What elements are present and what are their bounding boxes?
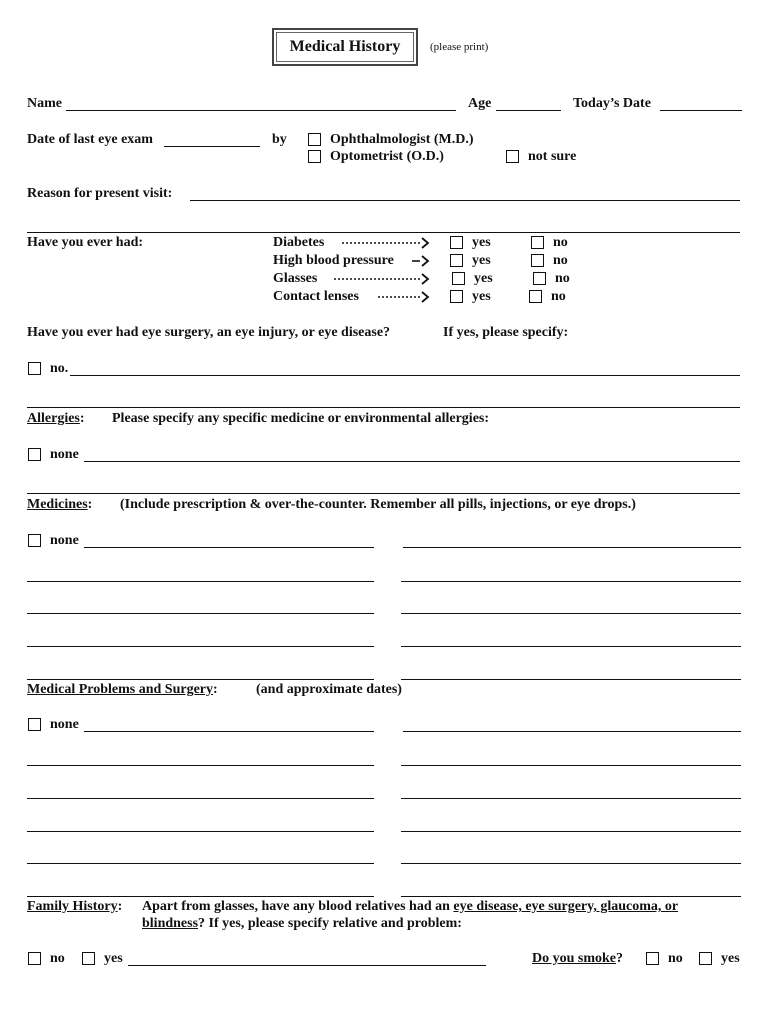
allergies-field[interactable] bbox=[84, 460, 740, 462]
condition-glasses: Glasses bbox=[273, 271, 318, 286]
glasses-no-checkbox[interactable] bbox=[533, 272, 546, 285]
yes-label: yes bbox=[472, 253, 491, 268]
medicines-text: (Include prescription & over-the-counter. Remember all pills, injections, or eye drops.) bbox=[120, 497, 636, 512]
allergies-none-label: none bbox=[50, 447, 79, 462]
glasses-yes-checkbox[interactable] bbox=[452, 272, 465, 285]
surgery-field[interactable] bbox=[70, 374, 740, 376]
todays-date-label: Today’s Date bbox=[573, 96, 651, 111]
no-label: no bbox=[551, 289, 566, 304]
problems-text: (and approximate dates) bbox=[256, 682, 402, 697]
condition-high-blood-pressure: High blood pressure bbox=[273, 253, 394, 268]
medicines-field[interactable] bbox=[401, 580, 741, 582]
smoke-yes-label: yes bbox=[721, 951, 740, 966]
optometrist-label: Optometrist (O.D.) bbox=[330, 149, 444, 164]
family-heading: Family History: bbox=[27, 899, 123, 914]
family-no-label: no bbox=[50, 951, 65, 966]
last-exam-label: Date of last eye exam bbox=[27, 132, 153, 147]
problems-field[interactable] bbox=[401, 830, 741, 832]
condition-contact-lenses: Contact lenses bbox=[273, 289, 359, 304]
surgery-field-line-2[interactable] bbox=[27, 406, 740, 408]
arrow-icon bbox=[422, 256, 428, 266]
last-exam-field[interactable] bbox=[164, 145, 260, 147]
allergies-none-checkbox[interactable] bbox=[28, 448, 41, 461]
please-print-note: (please print) bbox=[430, 41, 489, 53]
surgery-question: Have you ever had eye surgery, an eye injury, or eye disease? bbox=[27, 325, 391, 340]
ophthalmologist-checkbox[interactable] bbox=[308, 133, 321, 146]
smoke-no-checkbox[interactable] bbox=[646, 952, 659, 965]
ophthalmologist-label: Ophthalmologist (M.D.) bbox=[330, 132, 474, 147]
diabetes-yes-checkbox[interactable] bbox=[450, 236, 463, 249]
no-label: no bbox=[553, 253, 568, 268]
problems-field[interactable] bbox=[27, 862, 374, 864]
problems-field[interactable] bbox=[27, 764, 374, 766]
by-label: by bbox=[272, 132, 287, 147]
title-box bbox=[272, 28, 418, 66]
problems-field[interactable] bbox=[27, 895, 374, 897]
age-field[interactable] bbox=[496, 109, 561, 111]
yes-label: yes bbox=[472, 289, 491, 304]
problems-field[interactable] bbox=[84, 730, 374, 732]
problems-field[interactable] bbox=[27, 830, 374, 832]
form-title: Medical History bbox=[289, 38, 401, 55]
problems-none-checkbox[interactable] bbox=[28, 718, 41, 731]
allergies-field-line-2[interactable] bbox=[27, 492, 740, 494]
problems-field[interactable] bbox=[27, 797, 374, 799]
medicines-heading: Medicines: bbox=[27, 497, 93, 512]
problems-field[interactable] bbox=[401, 797, 741, 799]
arrow-icon bbox=[422, 238, 428, 248]
problems-field[interactable] bbox=[401, 764, 741, 766]
smoke-no-label: no bbox=[668, 951, 683, 966]
medicines-none-checkbox[interactable] bbox=[28, 534, 41, 547]
diabetes-no-checkbox[interactable] bbox=[531, 236, 544, 249]
family-text-line-2: blindness? If yes, please specify relative and problem: bbox=[142, 916, 462, 931]
surgery-no-checkbox[interactable] bbox=[28, 362, 41, 375]
medicines-none-label: none bbox=[50, 533, 79, 548]
family-field[interactable] bbox=[128, 964, 486, 966]
hbp-no-checkbox[interactable] bbox=[531, 254, 544, 267]
no-label: no bbox=[555, 271, 570, 286]
arrows-graphic bbox=[330, 236, 435, 306]
not-sure-label: not sure bbox=[528, 149, 577, 164]
hbp-yes-checkbox[interactable] bbox=[450, 254, 463, 267]
yes-label: yes bbox=[472, 235, 491, 250]
family-yes-label: yes bbox=[104, 951, 123, 966]
problems-heading: Medical Problems and Surgery: bbox=[27, 682, 218, 697]
medicines-field[interactable] bbox=[401, 678, 741, 680]
not-sure-checkbox[interactable] bbox=[506, 150, 519, 163]
medicines-field[interactable] bbox=[27, 678, 374, 680]
no-label: no bbox=[553, 235, 568, 250]
family-no-checkbox[interactable] bbox=[28, 952, 41, 965]
reason-label: Reason for present visit: bbox=[27, 186, 173, 201]
medicines-field[interactable] bbox=[401, 612, 741, 614]
todays-date-field[interactable] bbox=[660, 109, 742, 111]
allergies-text: Please specify any specific medicine or environmental allergies: bbox=[112, 411, 490, 426]
problems-field[interactable] bbox=[401, 862, 741, 864]
optometrist-checkbox[interactable] bbox=[308, 150, 321, 163]
arrow-icon bbox=[422, 292, 428, 302]
allergies-heading: Allergies: bbox=[27, 411, 85, 426]
problems-field[interactable] bbox=[403, 730, 741, 732]
smoke-question: Do you smoke? bbox=[532, 951, 624, 966]
problems-field[interactable] bbox=[401, 895, 741, 897]
medicines-field[interactable] bbox=[403, 546, 741, 548]
name-field[interactable] bbox=[66, 109, 456, 111]
age-label: Age bbox=[468, 96, 492, 111]
arrow-icon bbox=[422, 274, 428, 284]
family-text-line-1: Apart from glasses, have any blood relatives had an eye disease, eye surgery, glaucoma, or bbox=[142, 899, 679, 914]
contacts-yes-checkbox[interactable] bbox=[450, 290, 463, 303]
surgery-specify: If yes, please specify: bbox=[443, 325, 569, 340]
medicines-field[interactable] bbox=[401, 645, 741, 647]
reason-field[interactable] bbox=[190, 199, 740, 201]
name-label: Name bbox=[27, 96, 62, 111]
yes-label: yes bbox=[474, 271, 493, 286]
medicines-field[interactable] bbox=[27, 645, 374, 647]
reason-field-line-2[interactable] bbox=[27, 231, 740, 233]
surgery-no-label: no. bbox=[50, 361, 69, 376]
contacts-no-checkbox[interactable] bbox=[529, 290, 542, 303]
ever-had-label: Have you ever had: bbox=[27, 235, 144, 250]
condition-diabetes: Diabetes bbox=[273, 235, 325, 250]
medicines-field[interactable] bbox=[84, 546, 374, 548]
problems-none-label: none bbox=[50, 717, 79, 732]
medicines-field[interactable] bbox=[27, 580, 374, 582]
medicines-field[interactable] bbox=[27, 612, 374, 614]
family-yes-checkbox[interactable] bbox=[82, 952, 95, 965]
smoke-yes-checkbox[interactable] bbox=[699, 952, 712, 965]
